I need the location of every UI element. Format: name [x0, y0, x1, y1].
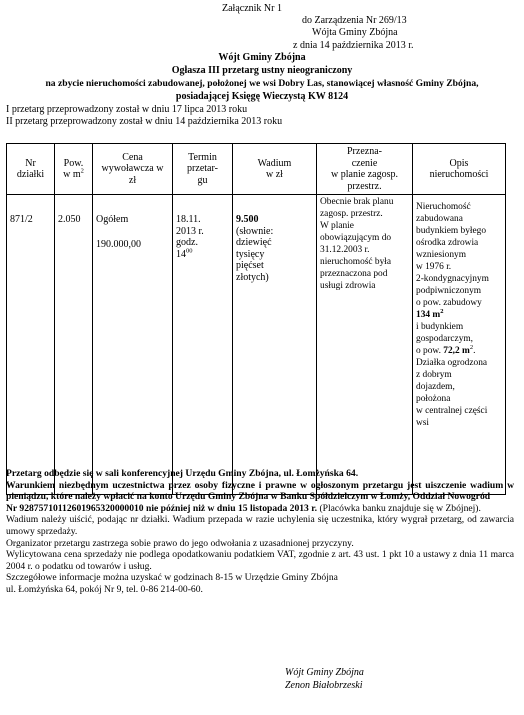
- order-reference: do Zarządzenia Nr 269/13: [302, 15, 407, 26]
- order-date: z dnia 14 października 2013 r.: [293, 40, 414, 51]
- cell-plot-number: 871/2: [7, 195, 55, 495]
- info-text: Szczegółowe informacje można uzyskać w godzinach 8-15 w Urzędzie Gminy Zbójna: [6, 572, 338, 584]
- second-tender-info: II przetarg przeprowadzony został w dniu 14 października 2013 roku: [6, 116, 283, 127]
- header-zoning-purpose: Przezna- czenie w planie zagosp. przestrz.: [317, 144, 413, 195]
- header-starting-price: Cena wywoławcza w zł: [93, 144, 173, 195]
- table-row: [7, 195, 506, 495]
- cell-zoning-purpose: Obecnie brak planu zagosp. przestrz. W planie obowiązującym do 31.12.2003 r. nieruchomość była przeznaczona pod usługi zdrowia: [317, 195, 413, 495]
- authority-title: Wójt Gminy Zbójna: [218, 52, 306, 63]
- cell-description: Nieruchomość zabudowana budynkiem byłego ośrodka zdrowia wzniesionym w 1976 r. 2-kondygnacyjnym podpiwniczonym o pow. zabudowy 134 $m^2$ i budynkiem gospodarczym, o pow. 72,2 $m^2$. Działka ogrodzona z dobrym dojazdem, położona w centralnej części wsi: [413, 195, 506, 495]
- land-register: posiadającej Księgę Wieczystą KW 8124: [175, 91, 349, 102]
- vat-text: Wylicytowana cena sprzedaży nie podlega opodatkowaniu podatkiem VAT, zgodnie z art. 43 ust. 1 pkt 10 a ustawy z dnia 11 marca 2004 r. o podatku od towarów i usług.: [6, 549, 514, 572]
- table-header-row: [7, 144, 506, 195]
- cell-starting-price: Ogółem 190.000,00: [93, 195, 173, 495]
- header-tender-date: Termin przetar- gu: [173, 144, 233, 195]
- signature-name: Zenon Białobrzeski: [285, 680, 363, 691]
- venue-text: Przetarg odbędzie się w sali konferencyjnej Urzędu Gminy Zbójna, ul. Łomżyńska 64.: [6, 468, 359, 479]
- contact-text: ul. Łomżyńska 64, pokój Nr 9, tel. 0-86 214-00-60.: [6, 583, 203, 595]
- cell-area: 2.050: [55, 195, 93, 495]
- annex-label: Załącznik Nr 1: [222, 3, 282, 14]
- first-tender-info: I przetarg przeprowadzony został w dniu 17 lipca 2013 roku: [6, 104, 248, 115]
- notice-body: [6, 468, 514, 596]
- signature-role: Wójt Gminy Zbójna: [285, 667, 364, 678]
- bank-account: Nr 92875710112601965320000010 nie później niż w dniu 15 listopada 2013 r.: [6, 502, 318, 514]
- property-table: [6, 143, 506, 495]
- account-line: [6, 503, 514, 515]
- tender-subject: na zbycie nieruchomości zabudowanej, położonej we wsi Dobry Las, stanowiącej własność Gminy Zbójna,: [45, 78, 479, 89]
- header-deposit: Wadium w zł: [233, 144, 317, 195]
- cell-tender-date: 18.11. 2013 r. godz. $14^{00}$: [173, 195, 233, 495]
- cell-deposit: 9.500 (słownie: dziewięć tysięcy pięćset złotych): [233, 195, 317, 495]
- reservation-text: Organizator przetargu zastrzega sobie prawo do jego odwołania z uzasadnionej przyczyny.: [6, 537, 354, 549]
- tender-title: Ogłasza III przetarg ustny nieograniczony: [171, 65, 353, 76]
- deposit-rule-text: Wadium należy uiścić, podając nr działki. Wadium przepada w razie uchylenia się uczestnika, który wygrał przetarg, od zawarcia umowy sprzedaży.: [6, 514, 514, 537]
- conditions-text: Warunkiem niezbędnym uczestnictwa przez osoby fizyczne i prawne w ogłoszonym przetargu jest uiszczenie wadium w pieniądzu, które należy wpłacić na konto Urzędu Gminy Zbójna w Banku Spółdzielczym w Łomży, Oddział Nowogród: [6, 479, 514, 503]
- issuing-official: Wójta Gminy Zbójna: [312, 27, 398, 38]
- header-area: Pow. w $m^2$: [55, 144, 93, 195]
- header-description: Opis nieruchomości: [413, 144, 506, 195]
- header-plot-number: Nr działki: [7, 144, 55, 195]
- bank-note: (Placówka banku znajduje się w Zbójnej).: [319, 502, 481, 514]
